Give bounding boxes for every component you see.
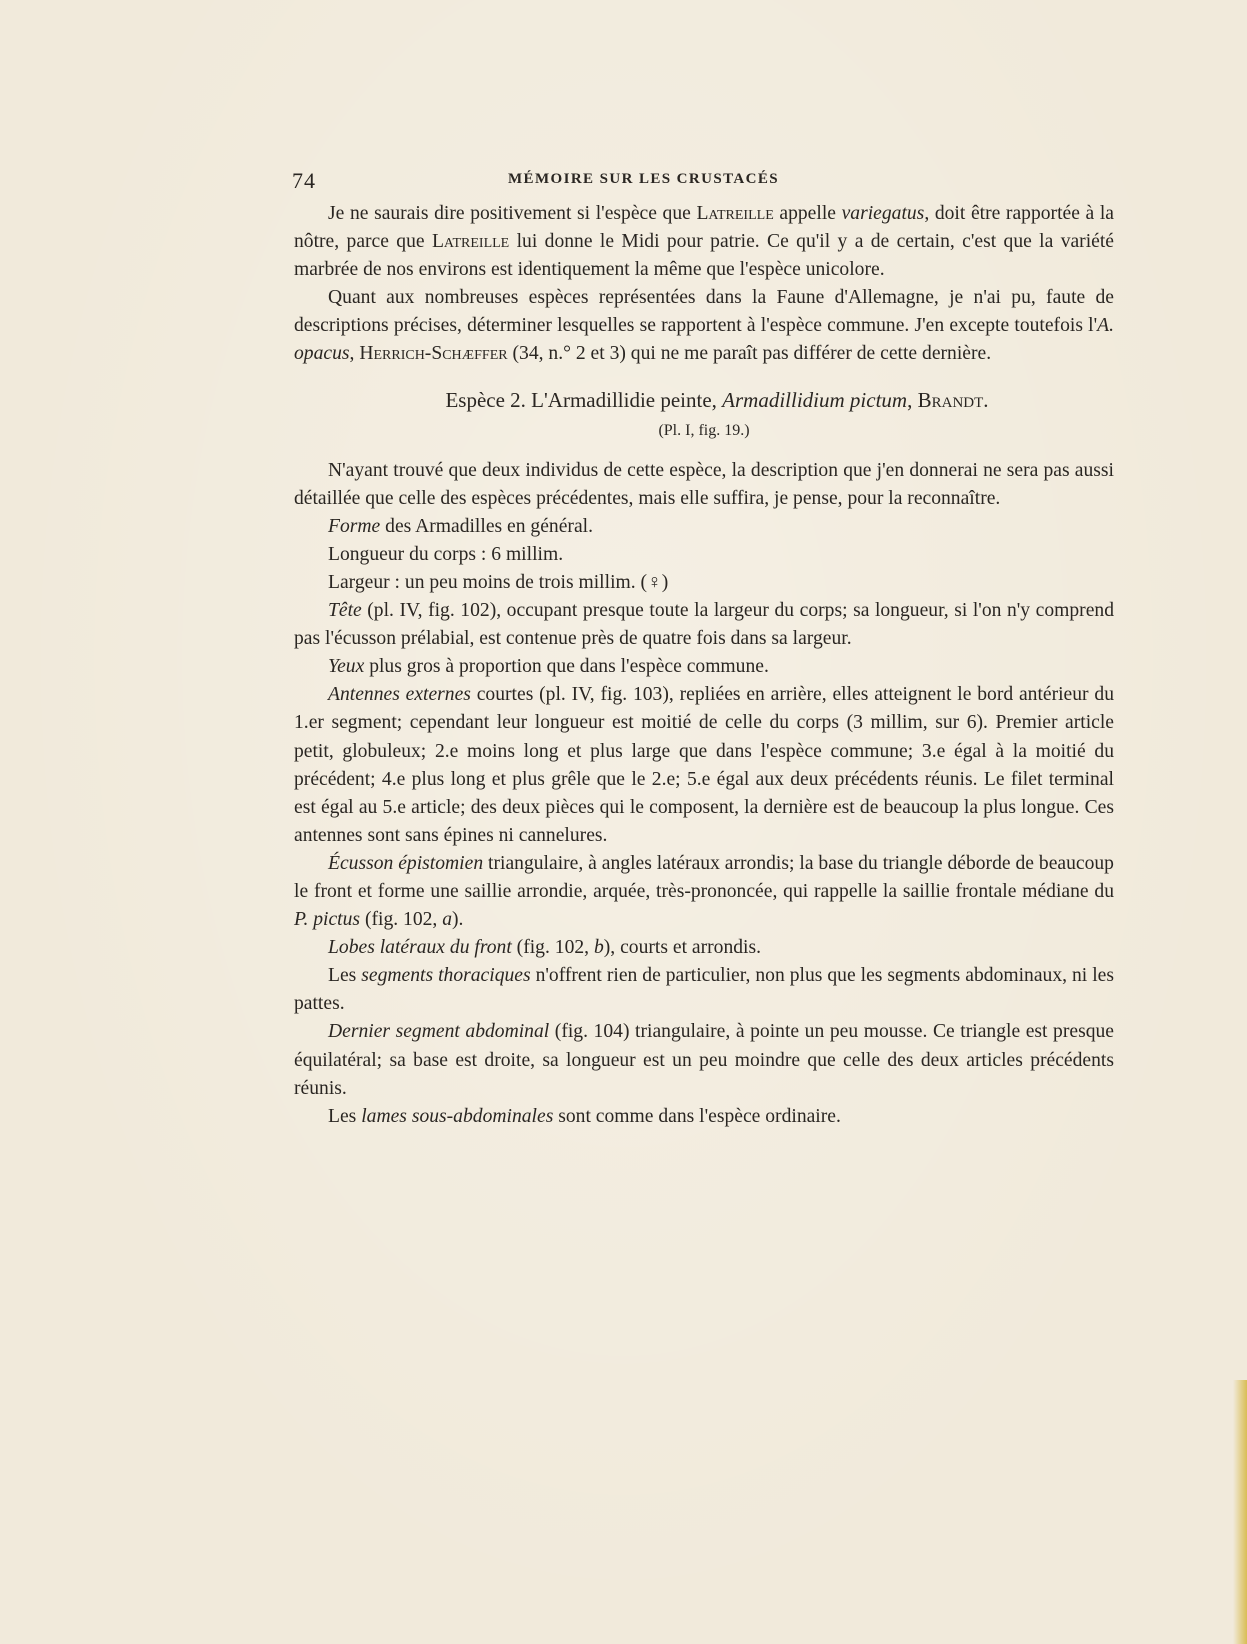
- section-label: Antennes externes: [328, 684, 471, 706]
- text-span: (pl. IV, fig. 102), occupant presque toute la largeur du corps; sa longueur, si l'on n'y comprend pas l'écusson prélabial, est contenue près de quatre fois dans sa largeur.: [294, 600, 1114, 650]
- plate-reference: (Pl. I, fig. 19.): [658, 421, 750, 439]
- text-span: (fig. 104) triangulaire, à pointe un peu mousse. Ce triangle est presque équilatéral; sa base est droite, sa longueur est un peu moindre que celle des deux articles précédents réunis.: [294, 1021, 1114, 1099]
- paragraph-tete: [294, 597, 1114, 653]
- paragraph-longueur: Longueur du corps : 6 millim.: [328, 543, 564, 565]
- text-span: Je ne saurais dire positivement si l'espèce que: [328, 203, 697, 224]
- page-edge-stain: [1233, 1380, 1247, 1644]
- text-span: ), courts et arrondis.: [603, 937, 762, 959]
- text-span: n'offrent rien de particulier, non plus que les segments abdominaux, ni les pattes.: [294, 965, 1114, 1015]
- text-span: Espèce 2. L'Armadillidie peinte,: [445, 387, 723, 412]
- text-span: sont comme dans l'espèce ordinaire.: [553, 1105, 841, 1127]
- section-label: segments thoraciques: [361, 965, 531, 987]
- page-number: 74: [292, 168, 316, 193]
- text-span: ).: [452, 909, 464, 931]
- paragraph-intro: N'ayant trouvé que deux individus de cette espèce, la description que j'en donnerai ne sera pas aussi détaillée que celle des espèces précédentes, mais elle suffira, je pense, pour la reconnaître.: [294, 459, 1114, 509]
- text-span: ,: [349, 343, 360, 365]
- section-label: Tête: [328, 600, 362, 622]
- text-span: (fig. 102,: [360, 909, 443, 931]
- text-span: ,: [907, 387, 918, 412]
- page-body: [294, 200, 1114, 1131]
- paragraph-faune: [294, 284, 1114, 368]
- section-label: Lobes latéraux du front: [328, 937, 512, 959]
- paragraph-largeur: Largeur : un peu moins de trois millim. (♀): [328, 571, 669, 593]
- paragraph-segments: [294, 962, 1114, 1018]
- running-title: MÉMOIRE SUR LES CRUSTACÉS: [508, 171, 780, 187]
- author-name: Herrich-Schæffer: [359, 343, 508, 365]
- species-name: P. pictus: [294, 909, 361, 931]
- section-label: Forme: [328, 515, 381, 537]
- text-span: (34, n.° 2 et 3) qui ne me paraît pas différer de cette dernière.: [507, 343, 992, 365]
- text-span: Les: [328, 965, 362, 987]
- text-span: Quant aux nombreuses espèces représentées dans la Faune d'Allemagne, je n'ai pu, faute de descriptions précises, déterminer lesquelles se rapportent à l'espèce commune. J'en excepte toutefois l': [294, 287, 1114, 337]
- figure-letter: b: [593, 937, 604, 959]
- author-name: Latreille: [431, 231, 510, 253]
- figure-letter: a: [442, 909, 453, 931]
- page-header: [292, 168, 1112, 196]
- author-name: Latreille: [696, 203, 774, 224]
- text-span: triangulaire, à angles latéraux arrondis; la base du triangle déborde de beaucoup le front et forme une saillie arrondie, arquée, très-prononcée, qui rappelle la saillie frontale médiane du: [294, 852, 1114, 902]
- paragraph-lobes: [294, 934, 1114, 962]
- species-latin-name: Armadillidium pictum: [722, 387, 908, 412]
- paragraph-yeux: [294, 653, 1114, 681]
- species-name: variegatus: [841, 203, 925, 224]
- text-span: courtes (pl. IV, fig. 103), repliées en arrière, elles atteignent le bord antérieur du 1.er segment; cependant leur longueur est moitié de celle du corps (3 millim, sur 6). Premier article petit, globuleux; 2.e moins long et plus large que dans l'espèce commune; 3.e égal à la moitié du précédent; 4.e plus long et plus grêle que le 2.e; 5.e égal aux deux précédents réunis. Le filet terminal est égal au 5.e article; des deux pièces qui le composent, la dernière est de beaucoup la plus longue. Ces antennes sont sans épines ni cannelures.: [294, 684, 1114, 846]
- section-label: Dernier segment abdominal: [328, 1021, 550, 1043]
- paragraph-lames: [294, 1103, 1114, 1131]
- author-name: Brandt: [917, 387, 984, 412]
- text-span: appelle: [773, 203, 842, 224]
- paragraph-antennes: [294, 681, 1114, 850]
- paragraph-variegatus: [294, 200, 1114, 284]
- text-span: (fig. 102,: [511, 937, 594, 959]
- text-span: des Armadilles en général.: [380, 515, 593, 537]
- section-label: lames sous-abdominales: [361, 1105, 554, 1127]
- section-label: Yeux: [328, 656, 365, 678]
- text-span: lui donne le Midi pour patrie. Ce qu'il y a de certain, c'est que la variété marbrée de nos environs est identiquement la même que l'espèce unicolore.: [294, 231, 1114, 281]
- text-span: Les: [328, 1105, 362, 1127]
- paragraph-dernier: [294, 1018, 1114, 1102]
- paragraph-forme: [294, 513, 1114, 541]
- section-label: Écusson épistomien: [328, 852, 484, 874]
- text-span: .: [983, 387, 989, 412]
- text-span: plus gros à proportion que dans l'espèce commune.: [364, 656, 769, 678]
- species-heading: [294, 385, 1114, 415]
- species-name: A. opacus: [294, 315, 1114, 365]
- text-span: , doit être rapportée à la nôtre, parce que: [294, 203, 1114, 253]
- paragraph-ecusson: [294, 850, 1114, 934]
